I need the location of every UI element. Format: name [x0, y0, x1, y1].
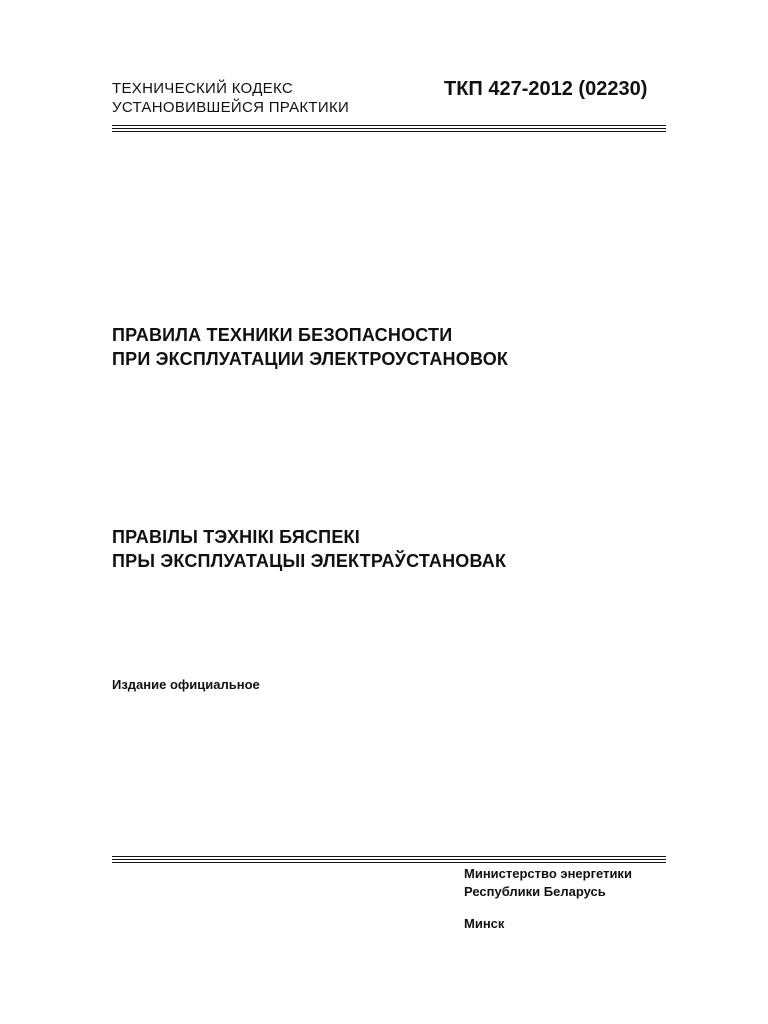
title-belarusian-line-2: ПРЫ ЭКСПЛУАТАЦЫI ЭЛЕКТРАЎСТАНОВАК	[112, 551, 507, 571]
code-type-label	[112, 79, 349, 117]
title-russian-line-1: ПРАВИЛА ТЕХНИКИ БЕЗОПАСНОСТИ	[112, 325, 453, 345]
publisher	[464, 865, 632, 901]
edition-label: Издание официальное	[112, 677, 260, 692]
title-russian	[112, 323, 508, 371]
title-belarusian	[112, 525, 506, 573]
publication-city: Минск	[464, 916, 505, 931]
footer-divider	[112, 856, 666, 862]
publisher-line-1: Министерство энергетики	[464, 866, 632, 881]
title-russian-line-2: ПРИ ЭКСПЛУАТАЦИИ ЭЛЕКТРОУСТАНОВОК	[112, 349, 509, 369]
publisher-line-2: Республики Беларусь	[464, 884, 606, 899]
code-type-line-2: УСТАНОВИВШЕЙСЯ ПРАКТИКИ	[112, 99, 350, 116]
document-number: ТКП 427-2012 (02230)	[444, 78, 648, 100]
header-divider	[112, 125, 666, 131]
code-type-line-1: ТЕХНИЧЕСКИЙ КОДЕКС	[112, 80, 293, 97]
title-belarusian-line-1: ПРАВIЛЫ ТЭХНIКI БЯСПЕКI	[112, 527, 360, 547]
